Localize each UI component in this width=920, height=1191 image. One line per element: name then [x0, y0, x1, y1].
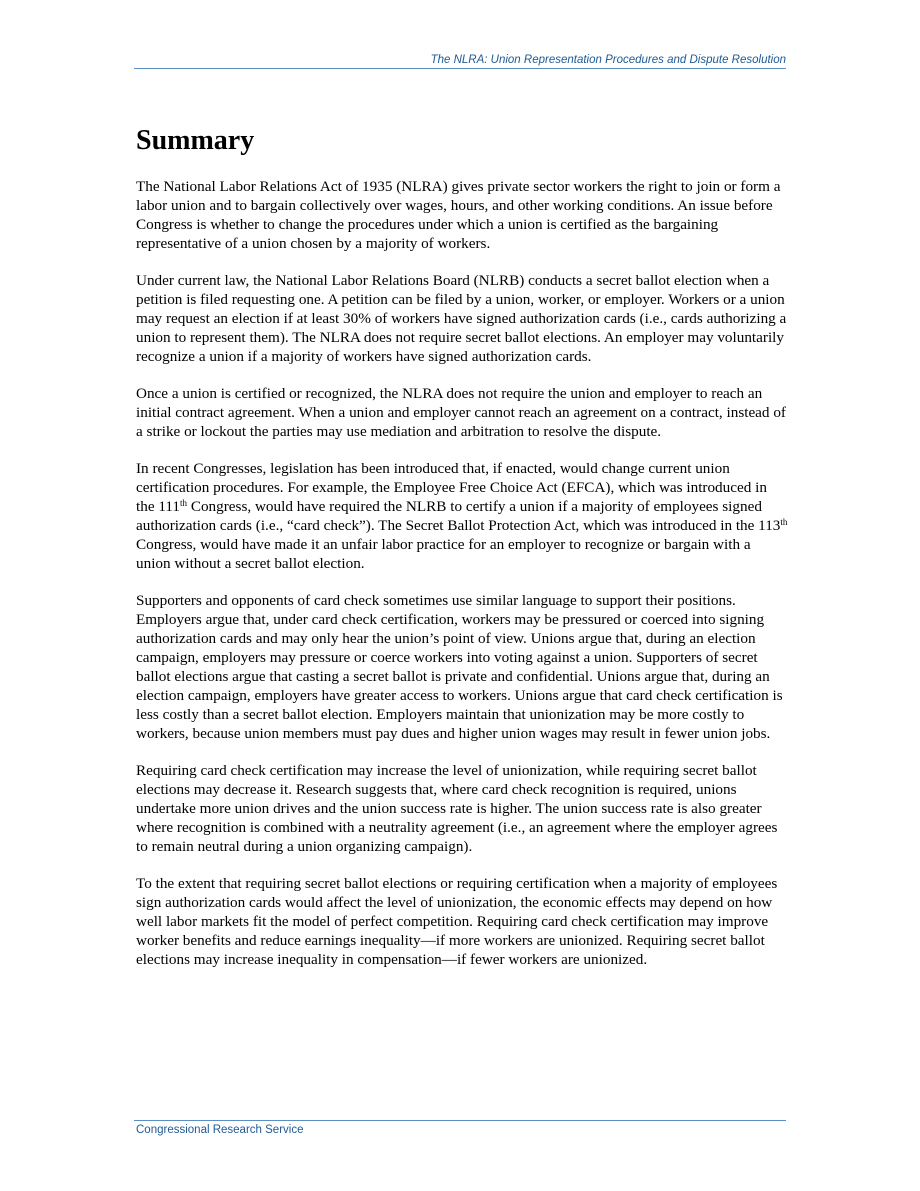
paragraph-3: Once a union is certified or recognized, the NLRA does not require the union and employer to reach an initial contract agreement. When a union and employer cannot reach an agreement on a contract, instead of a strike or lockout the parties may use mediation and arbitration to resolve the dispute.: [136, 385, 786, 440]
paragraph-1: The National Labor Relations Act of 1935 (NLRA) gives private sector workers the right to join or form a labor union and to bargain collectively over wages, hours, and other working conditions. An issue before Congress is whether to change the procedures under which a union is certified as the bargaining representative of a union chosen by a majority of workers.: [136, 178, 781, 252]
page-title: Summary: [136, 125, 255, 156]
paragraph-4-part-b: Congress, would have required the NLRB to certify a union if a majority of employees signed authorization cards (i.e., “card check”). The Secret Ballot Protection Act, which was introduced in the 113: [136, 498, 781, 534]
paragraph-4-part-a: In recent Congresses, legislation has been introduced that, if enacted, would change current union certification procedures. For example, the Employee Free Choice Act (EFCA), which was introduced in the 111: [136, 460, 767, 515]
paragraph-7: To the extent that requiring secret ballot elections or requiring certification when a majority of employees sign authorization cards would affect the level of unionization, the economic effects may depend on how well labor markets fit the model of perfect competition. Requiring card check certification may improve worker benefits and reduce earnings inequality—if more workers are unionized. Requiring secret ballot elections may increase inequality in compensation—if fewer workers are unionized.: [136, 875, 778, 968]
paragraph-4: [136, 459, 788, 573]
footer-divider: [134, 1120, 786, 1121]
paragraph-4-part-c: Congress, would have made it an unfair labor practice for an employer to recognize or bargain with a union without a secret ballot election.: [136, 536, 751, 572]
paragraph-6: Requiring card check certification may increase the level of unionization, while requiring secret ballot elections may decrease it. Research suggests that, where card check recognition is required, unions undertake more union drives and the union success rate is higher. The union success rate is also greater where recognition is combined with a neutrality agreement (i.e., an agreement where the employer agrees to remain neutral during a union organizing campaign).: [136, 762, 778, 855]
paragraph-2: Under current law, the National Labor Relations Board (NLRB) conducts a secret ballot election when a petition is filed requesting one. A petition can be filed by a union, worker, or employer. Workers or a union may request an election if at least 30% of workers have signed authorization cards (i.e., cards authorizing a union to represent them). The NLRA does not require secret ballot elections. An employer may voluntarily recognize a union if a majority of workers have signed authorization cards.: [136, 272, 787, 365]
running-footer: Congressional Research Service: [136, 1124, 304, 1136]
paragraph-5: Supporters and opponents of card check sometimes use similar language to support their positions. Employers argue that, under card check certification, workers may be pressured or coerced into signing authorization cards and may only hear the union’s point of view. Unions argue that, during an election campaign, employers may pressure or coerce workers into voting against a union. Supporters of secret ballot elections argue that casting a secret ballot is private and confidential. Unions argue that, during an election campaign, employers have greater access to workers. Unions argue that card check certification is less costly than a secret ballot election. Employers maintain that unionization may be more costly to workers, because union members must pay dues and higher union wages may result in fewer union jobs.: [136, 592, 783, 742]
header-divider: [134, 68, 786, 69]
ordinal-suffix: th: [180, 498, 188, 508]
ordinal-suffix: th: [780, 517, 788, 527]
running-header: The NLRA: Union Representation Procedures and Dispute Resolution: [430, 54, 786, 66]
summary-body: [136, 177, 788, 987]
